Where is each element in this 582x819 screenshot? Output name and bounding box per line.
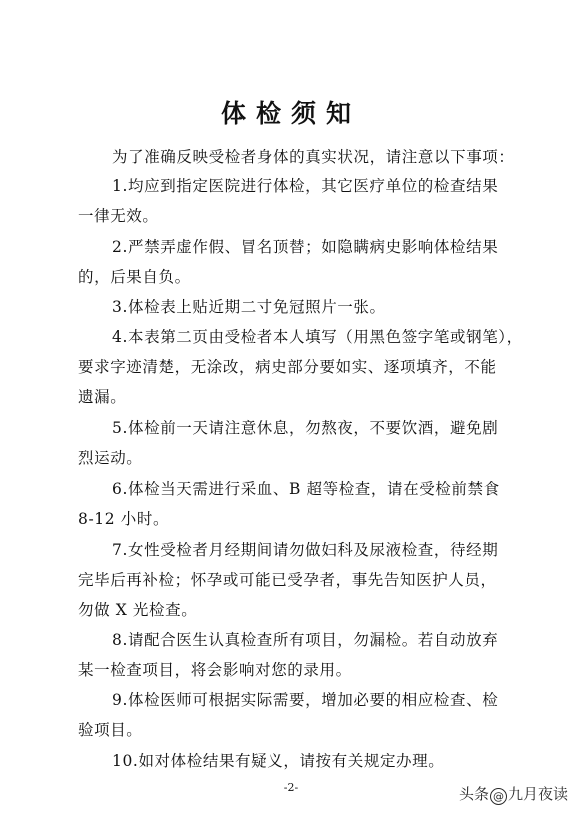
paragraph-line: 遗漏。: [78, 388, 127, 406]
watermark: [459, 784, 568, 805]
paragraph-first-line: 4.本表第二页由受检者本人填写（用黑色签字笔或钢笔），: [112, 328, 523, 346]
paragraph-line: 验项目。: [78, 721, 143, 739]
paragraph-first-line: 5.体检前一天请注意休息，勿熬夜，不要饮酒，避免剧: [112, 419, 499, 437]
paragraph-line: 一律无效。: [78, 207, 159, 225]
paragraph-first-line: 6.体检当天需进行采血、B 超等检查，请在受检前禁食: [112, 480, 500, 498]
paragraph-line: 烈运动。: [78, 449, 143, 467]
paragraph-line: 的，后果自负。: [78, 268, 191, 286]
paragraph-first-line: 为了准确反映受检者身体的真实状况，请注意以下事项：: [112, 148, 515, 166]
at-icon: @: [490, 788, 507, 805]
paragraph-line: 勿做 X 光检查。: [78, 601, 198, 619]
paragraph-first-line: 10.如对体检结果有疑义，请按有关规定办理。: [112, 752, 445, 770]
paragraph-first-line: 7.女性受检者月经期间请勿做妇科及尿液检查，待经期: [112, 541, 499, 559]
paragraph-line: 8-12 小时。: [78, 510, 170, 528]
paragraph-first-line: 2.严禁弄虚作假、冒名顶替；如隐瞒病史影响体检结果: [112, 238, 499, 256]
paragraph-first-line: 8.请配合医生认真检查所有项目，勿漏检。若自动放弃: [112, 631, 499, 649]
paragraph-first-line: 9.体检医师可根据实际需要，增加必要的相应检查、检: [112, 691, 499, 709]
paragraph-line: 完毕后再补检；怀孕或可能已受孕者，事先告知医护人员，: [78, 571, 497, 589]
page-number: -2-: [283, 781, 299, 794]
paragraph-first-line: 1.均应到指定医院进行体检，其它医疗单位的检查结果: [112, 177, 499, 195]
document-title: 体检须知: [220, 99, 361, 128]
paragraph-line: 要求字迹清楚，无涂改，病史部分要如实、逐项填齐，不能: [78, 358, 497, 376]
paragraph-line: 某一检查项目，将会影响对您的录用。: [78, 661, 352, 679]
paragraph-first-line: 3.体检表上贴近期二寸免冠照片一张。: [112, 298, 386, 316]
watermark-prefix: 头条: [458, 785, 489, 803]
watermark-account: 九月夜读: [507, 785, 568, 803]
